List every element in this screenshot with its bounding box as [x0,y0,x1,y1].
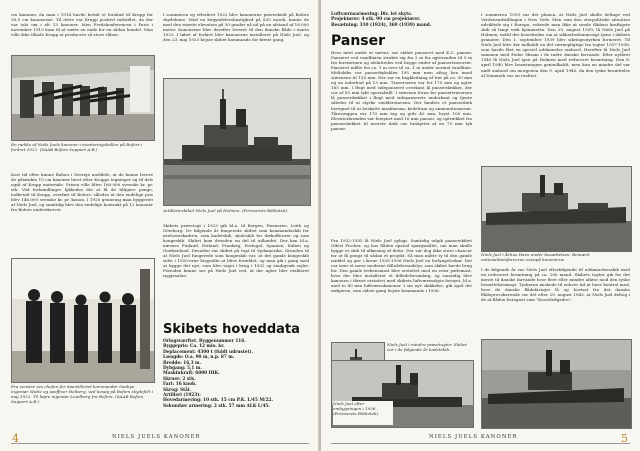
spec-line: Skruer: 2 stk. [163,376,196,382]
spec-line: Længde: O.a. 90 m, n.p. 87 m. [163,355,235,361]
left-col1-top-text: cm kanoner, da man i 1914 havde betalt et forskud til Krupp for 30,5 cm kanonerne. Til dette var Krupp positivt indstillet, da der var tale om i alt 13 kanoner. Men Fredskonferencen i Paris i november 1919 kom til at sætte en ende for en sådan handel. Man ville ikke tillade Krupp at producere så store våben. [11,12,153,38]
caption-bunker: En række af Niels Juels kanoner i monteringshallen på Bofors i foråret 1922. (SAAB Bofors Support A.B.) [11,142,143,153]
spec-line: Besætning: 310 (1924), 369 (1939) mand. [331,22,432,28]
page-number-right: 5 [621,432,628,445]
photo-ship-dark [481,339,632,429]
right-col2-top-text: I sommeren 1939 var det planen, at Niels Juel skulle deltage ved Verdensudstillingen i New York. Men som den storpolitiske situation udviklede sig i Europa, voksede man ikke at sende flådens kraftigste skib så langt væk hjemmefra. Den 25. august 1939, lå Niels Juel på Holmen, indtil der beordredes om at sikkerhedsmæssigt tjene i skibets granater. Den 1. september 1939 blev sikringsstyrken formeret. Til Niels Juel blev der indkaldt en del værnepligtige fra togtet 1937-1938, som havde fået en speciel uddannelse ombord. Herefter lå Niels Juel sammen med Peder Skram i de indre danske farvande. Efter nytåret 1940 lå Niels Juel igen på Holmen med reduceret besætning. Den 8. april 1940 blev besætningen genindkaldt, men kun en mindre del var nødt ombord om morgenen den 9. april 1940, da den tyske besættelse af Danmark var en realitet. [481,12,630,78]
right-col1-middle-text: Fra 1932-1935 lå Niels Juel oplagt. Samtidig udgik panserskibet Olfert Fischer, og hos flåden opstod spørgsmålet, om man skulle bygge et skib til afløsning af dette. Der var dog ikke store chancer for at få penge til sådan et projekt. Så man måtte ty til den gamle middel og gav i årene 1935-1936 Niels Juel en forlyngelsekur. Det var især et mere moderne ildledelsesudstyr, som skibet havde brug for. Den gamle trebensmast blev erstattet med en svær pælemast, hvor der blev installeret et ildledelsesanlæg, og samtidig blev kanonen i tårnet erstattet med skibets luftværnsskyts fornyet, bl.a. med to 40 mm luftværnskanoner. I sin nye skikkelse, gik også det sækjerne, som sidste gang hejste kommando i 1936. [331,238,472,294]
right-col2-bottom-text: I de følgende år var Niels Juel efterfølgende til uddannelsesskib med en reduceret besætning på ca. 200 mand. Skibets togter gik for det meste til danske farvande hvor fleet eller mindre afløse mod den tyske besættelsesmagt. Tyskerne ønskede til enhver tid at have kontrol med, hvor de danske flådefartøjer lå og bortsat fra det danske flådeprovokerende var det efter 29. august 1943, at Niels Juel deltog i de af flåden betegnet som "Kraveledgades". [481,267,630,303]
left-col2-top-text: I sommeren og efteråret 1922 blev kanonerne prøveskudt på Bofors skydebane. Med en begyndelseshastighed på 835 m/sek. kunne de med den største elevation på 30 grader nå ud på en afstand af 18.000 meter. Kanonerne blev derefter leveret til den danske flåde i marts 1923. I løbet af foråret blev kanonerne installeret på Niels Juel, og den 23. maj 1923 hejste skibet kommando for første gang. [163,12,309,43]
photo-ceremony-group [11,258,155,383]
spec-line: Fart: 16 knob. [163,382,197,388]
caption-small-photo: Niels Juel i mindre prøvetogter. Skibet var i de følgende år kadetskib. [387,342,468,353]
ship-specs-continued [331,12,471,28]
caption-ship-holmen: Artillerieskibet Niels Juel på Holmen. (Forsvarets Bibliotek). [163,208,289,213]
page-number-left: 4 [12,432,19,445]
right-col1-top-text: Hvor intet andet er nævnt, var skibet panseret med K.C. panser. Panseret ved vandlinien strakte sig fra 2 m fra agterenden til 5 m fra forstævnen og afsluttedes ved begge ender af pansertraverser. Panseret målte fra ca. 1 m over til ca. 1 m under normal vandlinie. Midtskibs var panserbyksklen 195 mm men aftog hen imod stævnene til 155 mm. Der var en bagkledning af træ på ca. 50 mm og en inderhud på 13 mm. Traverserne var for 175 mm og agter 165 mm. I flugt med sidepanseret overkant lå panserdækket, der var af 55 mm tykt specialstål. I stævnen foran for pansertraversen lå panserdækket i flugt med sidepanserets underkant og tjente således til at styrke vædderstavnen. Der fandtes et panserdæk beregnet til at beskytte maskinrum, kedelrum og ammunitionsrum. Tårnvæggen var 170 mm tag og gulv 40 mm, bryst 100 mm. Elevatorbrønden var forsynet med 16 mm panser, og optrækket fra panserdækket til øverste dæk var beskyttet af en 75 mm tyk panser. [331,50,472,131]
caption-renovation: Niels Juel efter ombygningen i 1936. (Forsvarets Bibliotek). [333,401,393,425]
footer-title-right: NIELS JUELS KANONER [429,434,518,440]
spec-line: Orlogsværftet. Byggenummer 116. [163,339,246,344]
footer-rule-left [11,443,309,444]
section-heading-armour: Panser [331,33,386,49]
ship-specs-list [163,339,313,409]
spec-line: Bredde: 16,3 m. [163,360,202,366]
photo-bunker-cannons [11,55,155,141]
footer-rule-right [331,443,630,444]
spec-line: Maskinkraft: 6000 IHK. [163,371,220,377]
section-heading-main-data: Skibets hoveddata [163,322,300,337]
spec-line: Skrog: Stål. [163,387,191,393]
spec-line: Deplacement: 4300 t (fuldt udrustet). [163,349,253,355]
spec-line: Sekundær armering: 2 stk. 57 mm ALK L/45. [163,403,270,409]
spec-line: Projektører: 4 stk. 90 cm projektører. [331,17,421,23]
footer-title-left: NIELS JUELS KANONER [112,434,201,440]
left-col1-middle-text: Kort tid efter kunne Bofors i Sverige meddele, at de kunne levere de påtænkte 15 cm kanoner lavet efter Krupps tegninger og til dels også af Krupp materiale. Prisen ville blive 160.000 svenske kr. pr. stk. Ved forhandlinger lykkedes det at få de tilligere penge, indbetalt til Krupp, overført til Bofors, således at den endelige pris blev 146.000 svenske kr. pr. kanon. I 1920 gennemg man byggeriet af Niels Juel, og samtidig blev den endelige kontrakt på 12 kanoner fra Bofors underskrevet. [11,172,153,213]
caption-ceremony: Fra venstre ses chefen for Søartilleriet kommandør Saabye, ingeniør Mottz og søofficer Heiberg, ved besøg på Bofors skydefelt i maj 1922. Til højre ingeniør Lundberg fra Bofors. (SAAB Bofors Support A.B.) [11,384,153,405]
photo-ship-aarhus [481,166,632,252]
left-col2-middle-text: Skibets prøvetogt i 1923 gik bl.a. til Bergen, Færøerne, Leith og Göteborg. De følgende år fungerede skibet som kommandoskib for øvelseseskadren, som kadetskib, skoleskib for dækofficerer og som kongeskib. Skibet kom desuden en del til udlandet. Der kan bl.a. nævnes Finland, Estland, Frankrig, Portugal, Spanien, Italien og Grækenland. Desuden var skibet på togt til Sydamerika. Grunden til at Niels Juel fungerede som kongeskib var, at det gamle kongeskib sidst i 1920-erne begyndte at blive forældet, og man gik i gang med at bygge det nye, som blev taget i brug i 1932 og stadigvæk sejler. Perioden kunne ses på Niels Juel ved, at der agter blev etableret ryggesalon. [163,223,309,279]
left-page [0,0,319,451]
spec-line: Hovedarmering: 10 stk. 15 cm P.K. L/45 M/22. [163,398,273,404]
right-page [321,0,640,451]
spec-line: Byggepris: Ca. 12 mio. kr. [163,344,225,350]
caption-aarhus: Niels Juel i Århus Havn under besættelsen. Bemærk nationalitetsfarverne ovenpå kanonerne [481,252,590,263]
spec-line: Luftværnsarmering: Div. let skyts. [331,12,413,17]
spec-line: Artilleri (1923): [163,393,201,399]
spec-line: Dybgang: 5,1 m. [163,366,202,372]
photo-ship-holmen [163,78,311,206]
